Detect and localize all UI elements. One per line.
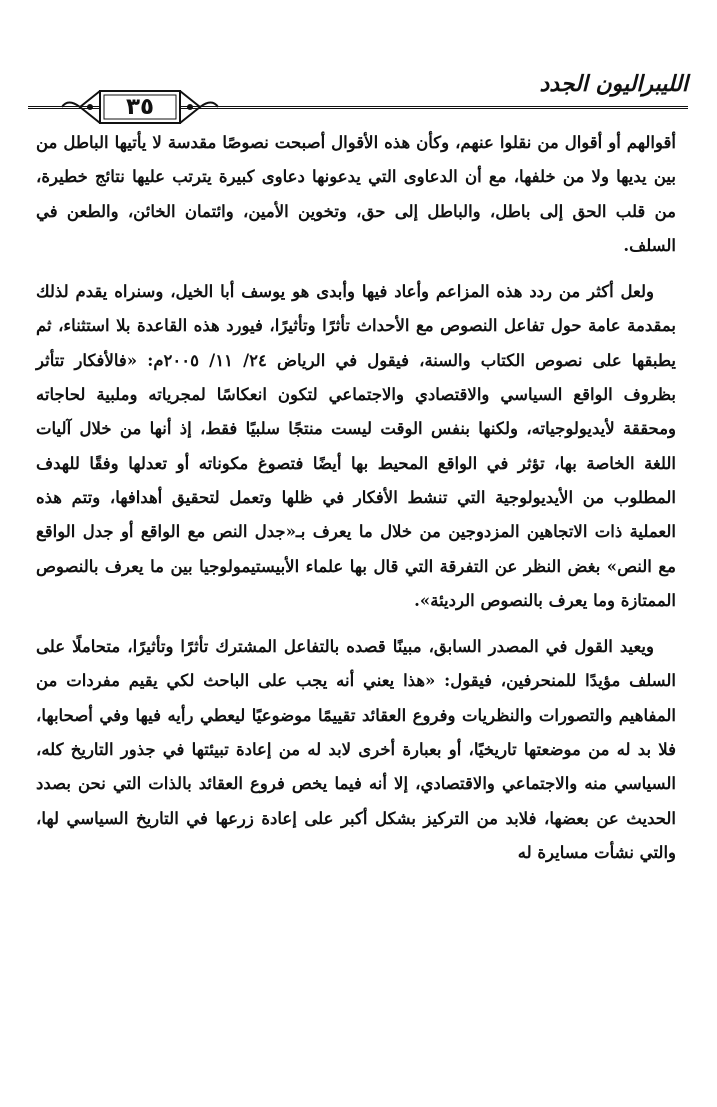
running-title: الليبراليون الجدد [539,72,688,97]
page-number: ٣٥ [125,94,155,120]
paragraph-3: ويعيد القول في المصدر السابق، مبينًا قصده بالتفاعل المشترك تأثرًا وتأثيرًا، متحاملًا على السلف مؤيدًا للمنحرفين، فيقول: «هذا يعني أنه يجب على الباحث لكي يقيم مفردات من المفاهيم والتصورات والنظريات وفروع العقائد تقييمًا موضوعيًا ليعطي رأيه فيها وفي أصحابها، فلا بد له من موضعتها تاريخيًا، أو بعبارة أخرى لابد له من إعادة تبيئتها في جذور التاريخ كله، السياسي منه والاجتماعي والاقتصادي، إلا أنه فيما يخص فروع العقائد بالذات التي نحن بصدد الحديث عن بعضها، فلابد من التركيز بشكل أكبر على إعادة زرعها في التاريخ السياسي لها، والتي نشأت مسايرة له [36,637,676,862]
paragraph-2: ولعل أكثر من ردد هذه المزاعم وأعاد فيها وأبدى هو يوسف أبا الخيل، وسنراه يقدم لذلك بمقدمة عامة حول تفاعل النصوص مع الأحداث تأثرًا وتأثيرًا، فيورد هذه القاعدة بلا استثناء، ثم يطبقها على نصوص الكتاب والسنة، فيقول في الرياض ٢٤/ ١١/ ٢٠٠٥م: «فالأفكار تتأثر بظروف الواقع السياسي والاقتصادي والاجتماعي لتكون انعكاسًا لمجرياته وملبية لحاجاته ومحققة لأيديولوجياته، ولكنها بنفس الوقت ليست منتجًا سلبيًا فقط، إذ أنها من خلال آليات اللغة الخاصة بها، تؤثر في الواقع المحيط بها أيضًا فتصوغ مكوناته أو تعدلها وفقًا للهدف المطلوب من الأيديولوجية التي تنشط الأفكار في ظلها وتعمل لتحقيق أهدافها، وتتم هذه العملية ذات الاتجاهين المزدوجين من خلال ما يعرف بـ«جدل النص مع الواقع أو جدل الواقع مع النص» بغض النظر عن التفرقة التي قال بها علماء الأبيستيمولوجيا بين ما يعرف بالنصوص الممتازة وما يعرف بالنصوص الرديئة». [36,282,676,610]
paragraph-1: أقوالهم أو أقوال من نقلوا عنهم، وكأن هذه الأقوال أصبحت نصوصًا مقدسة لا يأتيها الباطل من بين يديها ولا من خلفها، مع أن الدعاوى التي يدعونها دعاوى كبيرة يترتب عليها نتائج خطيرة، من قلب الحق إلى باطل، والباطل إلى حق، وتخوين الأمين، وائتمان الخائن، والطعن في السلف. [36,133,676,255]
body-text [36,126,676,870]
page-number-frame [60,88,220,126]
page-header [28,68,688,126]
